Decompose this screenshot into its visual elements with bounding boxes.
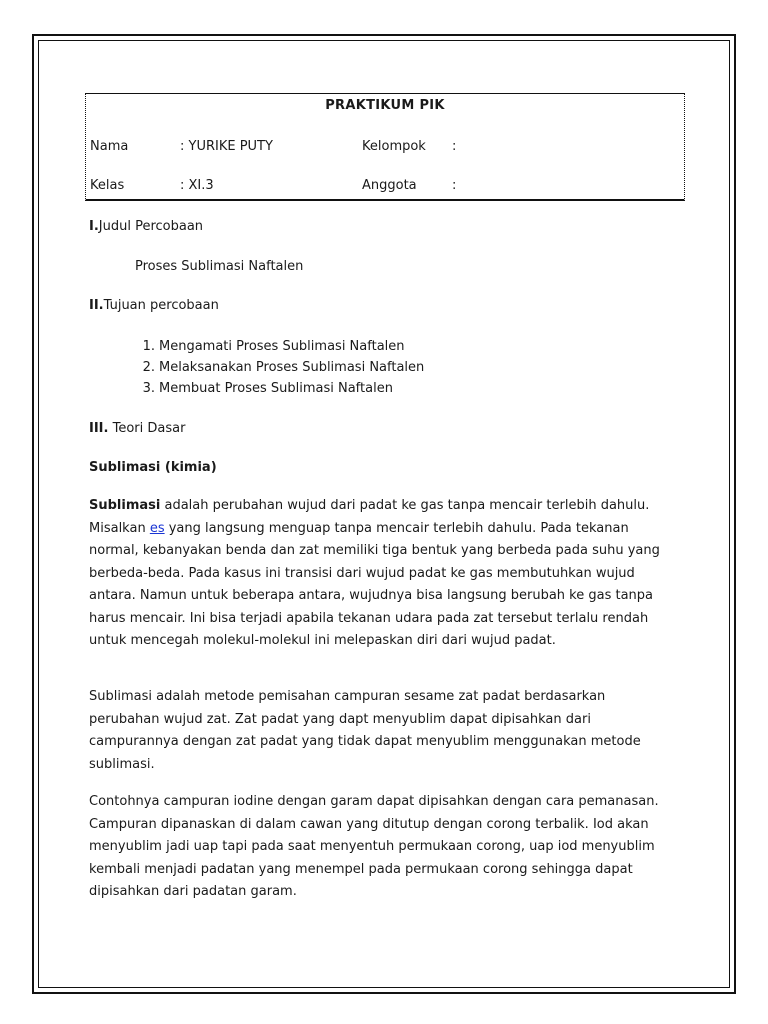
section-2-number: II. — [89, 298, 104, 313]
link-es[interactable]: es — [149, 520, 165, 536]
nama-label: Nama — [90, 139, 129, 154]
section-3-number: III. — [89, 421, 109, 436]
nama-value: : YURIKE PUTY — [180, 139, 273, 154]
section-1-body: Proses Sublimasi Naftalen — [135, 259, 304, 274]
kelas-label: Kelas — [90, 178, 125, 193]
section-2-title: Tujuan percobaan — [103, 298, 219, 313]
anggota-value: : — [452, 178, 457, 193]
section-1-title: Judul Percobaan — [98, 219, 204, 234]
term-sublimasi: Sublimasi — [89, 498, 161, 513]
kelas-value: : XI.3 — [180, 178, 214, 193]
anggota-label: Anggota — [362, 178, 417, 193]
paragraph-3: Contohnya campuran iodine dengan garam dapat dipisahkan dengan cara pemanasan. Campuran dipanaskan di dalam cawan yang ditutup dengan corong terbalik. Iod akan menyublim jadi uap tapi pada saat menyentuh permukaan corong, uap iod menyublim kembali menjadi padatan yang menempel pada permukaan corong sehingga dapat dipisahkan dari padatan garam. — [89, 794, 659, 899]
list-item: 2. Melaksanakan Proses Sublimasi Naftalen — [142, 360, 425, 375]
paragraph-1: Sublimasi adalah perubahan wujud dari padat ke gas tanpa mencair terlebih dahulu. Misalkan es yang langsung menguap tanpa mencair terlebih dahulu. Pada tekanan normal, kebanyakan benda dan zat memiliki tiga bentuk yang berbeda pada suhu yang berbeda-beda. Pada kasus ini transisi dari wujud padat ke gas membutuhkan wujud antara. Namun untuk beberapa antara, wujudnya bisa langsung berubah ke gas tanpa harus mencair. Ini bisa terjadi apabila tekanan udara pada zat tersebut terlalu rendah untuk mencegah molekul-molekul ini melepaskan diri dari wujud padat. — [89, 498, 660, 648]
section-3-title: Teori Dasar — [112, 421, 186, 436]
kelompok-value: : — [452, 139, 457, 154]
header-box — [85, 93, 685, 201]
paragraph-2: Sublimasi adalah metode pemisahan campuran sesame zat padat berdasarkan perubahan wujud zat. Zat padat yang dapt menyublim dapat dipisahkan dari campurannya dengan zat padat yang tidak dapat menyublim menggunakan metode sublimasi. — [89, 689, 641, 772]
section-3-heading — [89, 421, 185, 436]
section-1-number: I. — [89, 219, 99, 234]
kelompok-label: Kelompok — [362, 139, 426, 154]
section-2-heading — [89, 298, 219, 313]
page-title: PRAKTIKUM PIK — [325, 98, 445, 113]
section-1-heading — [89, 219, 203, 234]
list-item: 1. Mengamati Proses Sublimasi Naftalen — [142, 339, 405, 354]
objectives-list — [135, 336, 424, 399]
article-heading: Sublimasi (kimia) — [89, 460, 217, 475]
list-item: 3. Membuat Proses Sublimasi Naftalen — [142, 381, 393, 396]
